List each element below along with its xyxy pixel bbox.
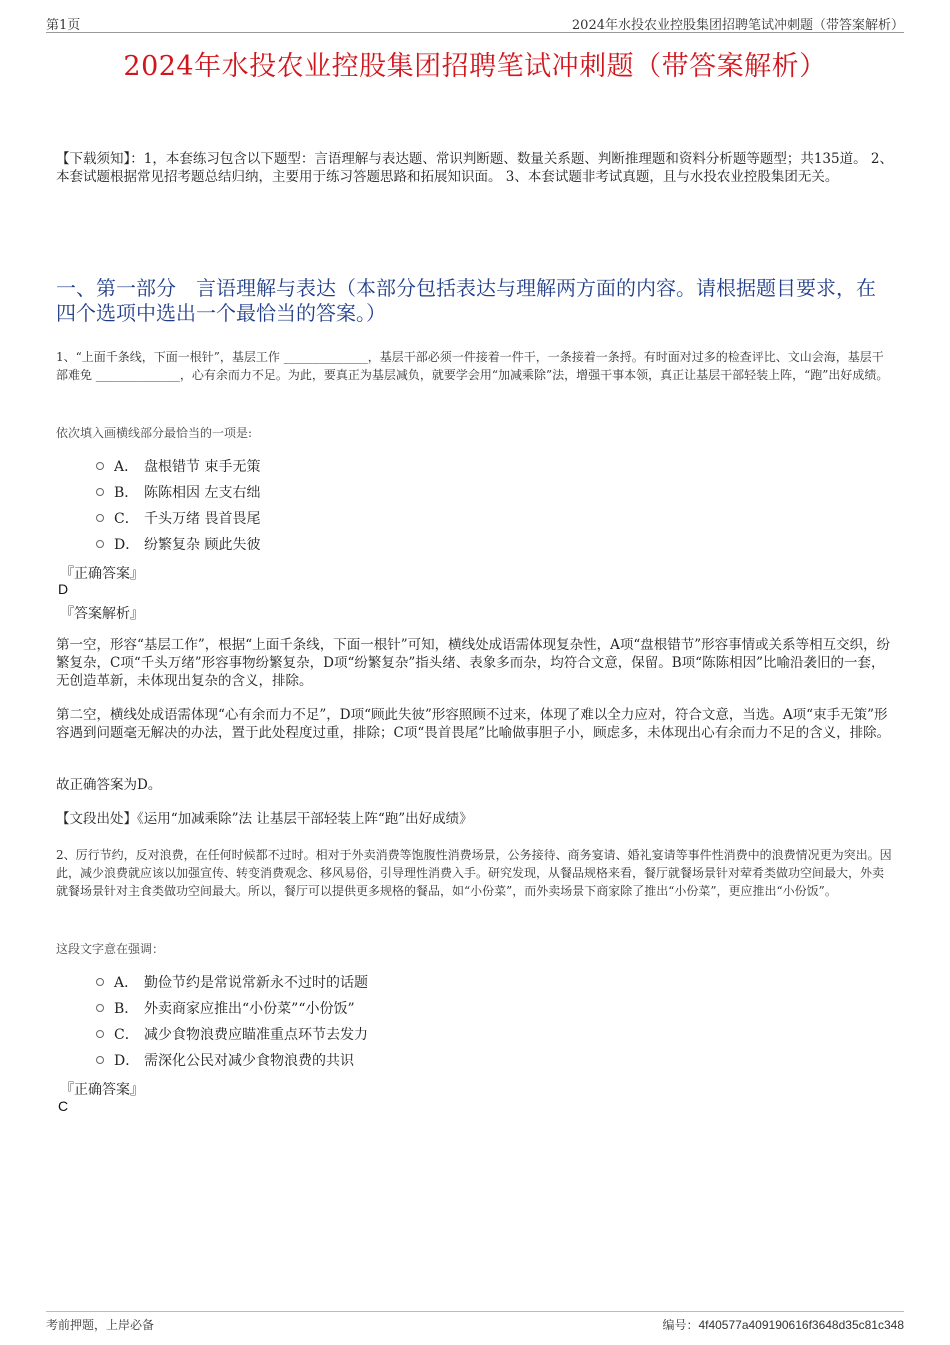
- radio-icon[interactable]: [96, 1004, 104, 1012]
- option-b[interactable]: B． 陈陈相因 左支右绌: [56, 479, 260, 505]
- analysis-conclusion: 故正确答案为D。: [56, 777, 162, 793]
- code-value: 4f40577a409190616f3648d35c81c348: [698, 1318, 904, 1332]
- option-text: 陈陈相因 左支右绌: [144, 485, 261, 501]
- question-1-options: [56, 453, 260, 557]
- radio-icon[interactable]: [96, 978, 104, 986]
- document-title: 2024年水投农业控股集团招聘笔试冲刺题（带答案解析）: [123, 51, 827, 82]
- option-text: 减少食物浪费应瞄准重点环节去发力: [144, 1027, 368, 1043]
- option-c[interactable]: C． 千头万绪 畏首畏尾: [56, 505, 260, 531]
- code-label: 编号：: [662, 1318, 699, 1332]
- option-c[interactable]: C． 减少食物浪费应瞄准重点环节去发力: [56, 1021, 368, 1047]
- correct-answer: D: [58, 581, 69, 597]
- footer-divider: [46, 1311, 904, 1312]
- option-d[interactable]: D． 需深化公民对减少食物浪费的共识: [56, 1047, 368, 1073]
- option-text: 外卖商家应推出“小份菜”“小份饭”: [144, 1001, 355, 1017]
- page-number: 第1页: [46, 18, 81, 33]
- correct-answer-label: 『正确答案』: [60, 566, 144, 582]
- radio-icon[interactable]: [96, 462, 104, 470]
- option-text: 纷繁复杂 顾此失彼: [144, 537, 261, 553]
- header-divider: [46, 32, 904, 33]
- question-1-text: 1、“上面千条线，下面一根针”，基层工作 ______________，基层干部必须一件接着一件干，一条接着一条捋。有时面对过多的检查评比、文山会海，基层干部难免 ______________，心有余而力不足。为此，要真正为基层减负，就要学会用“加减乘除”法，增强干事本领，真正让基层干部轻装上阵，“跑”出好成绩。: [56, 350, 889, 382]
- option-d[interactable]: D． 纷繁复杂 顾此失彼: [56, 531, 260, 557]
- analysis-label: 『答案解析』: [60, 606, 144, 622]
- option-text: 千头万绪 畏首畏尾: [144, 511, 261, 527]
- question-1-prompt: 依次填入画横线部分最恰当的一项是:: [56, 426, 253, 440]
- radio-icon[interactable]: [96, 488, 104, 496]
- analysis-paragraph-2: 第二空，横线处成语需体现“心有余而力不足”，D项“顾此失彼”形容照顾不过来，体现了难以全力应对，符合文意，当选。A项“束手无策”形容遇到问题毫无解决的办法，置于此处程度过重，排除；C项“畏首畏尾”比喻做事胆子小，顾虑多，未体现出心有余而力不足的含义，排除。: [56, 707, 891, 741]
- analysis-paragraph-1: 第一空，形容“基层工作”，根据“上面千条线，下面一根针”可知，横线处成语需体现复杂性，A项“盘根错节”形容事情或关系等相互交织，纷繁复杂，C项“千头万绪”形容事物纷繁复杂，D项“纷繁复杂”指头绪、表象多而杂，均符合文意，保留。B项“陈陈相因”比喻沿袭旧的一套，无创造革新，未体现出复杂的含义，排除。: [56, 637, 891, 689]
- option-text: 盘根错节 束手无策: [144, 459, 261, 475]
- option-b[interactable]: B． 外卖商家应推出“小份菜”“小份饭”: [56, 995, 368, 1021]
- option-a[interactable]: A． 勤俭节约是常说常新永不过时的话题: [56, 969, 368, 995]
- footer-code: [662, 1316, 904, 1333]
- question-2-prompt: 这段文字意在强调：: [56, 942, 165, 956]
- radio-icon[interactable]: [96, 1030, 104, 1038]
- source-citation: 【文段出处】《运用“加减乘除”法 让基层干部轻装上阵“跑”出好成绩》: [56, 811, 473, 827]
- correct-answer-label: 『正确答案』: [60, 1082, 144, 1098]
- radio-icon[interactable]: [96, 514, 104, 522]
- correct-answer: C: [58, 1098, 69, 1114]
- option-text: 勤俭节约是常说常新永不过时的话题: [144, 975, 368, 991]
- question-2-options: [56, 969, 368, 1073]
- radio-icon[interactable]: [96, 1056, 104, 1064]
- section-heading: 一、第一部分 言语理解与表达（本部分包括表达与理解两方面的内容。请根据题目要求，在四个选项中选出一个最恰当的答案。）: [56, 276, 876, 325]
- download-notice: 【下载须知】：1，本套练习包含以下题型：言语理解与表达题、常识判断题、数量关系题、判断推理题和资料分析题等题型；共135道。 2、本套试题根据常见招考题总结归纳，主要用于练习答题思路和拓展知识面。 3、本套试题非考试真题，且与水投农业控股集团无关。: [56, 151, 893, 185]
- footer-slogan: 考前押题，上岸必备: [46, 1318, 155, 1332]
- header-doc-title: 2024年水投农业控股集团招聘笔试冲刺题（带答案解析）: [571, 18, 904, 33]
- option-text: 需深化公民对减少食物浪费的共识: [144, 1053, 354, 1069]
- question-2-text: 2、厉行节约，反对浪费，在任何时候都不过时。相对于外卖消费等饱腹性消费场景，公务接待、商务宴请、婚礼宴请等事件性消费中的浪费情况更为突出。因此，减少浪费就应该以加强宣传、转变消费观念、移风易俗，引导理性消费入手。研究发现，从餐品规格来看，餐厅就餐场景针对荤肴类做功空间最大，外卖就餐场景针对主食类做功空间最大。所以，餐厅可以提供更多规格的餐品，如“小份菜”，而外卖场景下商家除了推出“小份菜”，更应推出“小份饭”。: [56, 848, 892, 898]
- radio-icon[interactable]: [96, 540, 104, 548]
- option-a[interactable]: A． 盘根错节 束手无策: [56, 453, 260, 479]
